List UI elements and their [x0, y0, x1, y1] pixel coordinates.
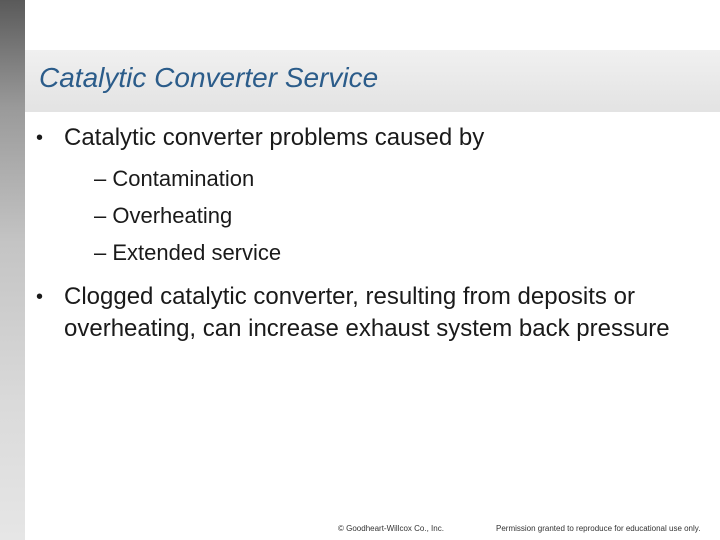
bullet-dot-icon: •	[36, 127, 44, 149]
bullet-dot-icon: •	[36, 286, 44, 308]
slide-content	[36, 122, 706, 345]
bullet-text: Clogged catalytic converter, resulting from deposits or overheating, can increase exhaust system back pressure	[64, 283, 670, 342]
bullet-item	[36, 281, 706, 345]
sub-bullet-item	[94, 234, 706, 271]
slide-title: Catalytic Converter Service	[39, 62, 379, 93]
sub-bullet-text: Overheating	[112, 203, 233, 228]
bullet-text: Catalytic converter problems caused by	[64, 124, 485, 151]
left-accent-bar	[0, 0, 25, 540]
sub-bullet-text: Extended service	[112, 240, 282, 265]
sub-bullet-item	[94, 160, 706, 197]
dash-icon: –	[94, 203, 107, 228]
dash-icon: –	[94, 166, 107, 191]
sub-bullet-item	[94, 197, 706, 234]
dash-icon: –	[94, 240, 107, 265]
sub-bullet-list	[94, 160, 706, 271]
footer-permission: Permission granted to reproduce for educational use only.	[496, 524, 701, 533]
footer-copyright: © Goodheart-Willcox Co., Inc.	[338, 524, 444, 533]
sub-bullet-text: Contamination	[112, 166, 255, 191]
bullet-item	[36, 122, 706, 154]
